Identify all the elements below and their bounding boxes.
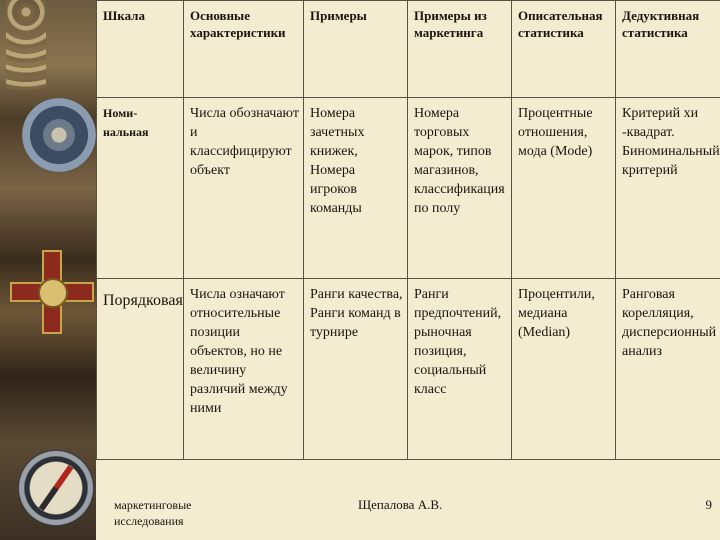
table-cell: Числа означают относительные позиции объектов, но не величину различий между ними [184, 279, 304, 460]
table-cell: Номера зачетных книжек, Номера игроков команды [304, 98, 408, 279]
header-cell: Примеры из маркетинга [408, 1, 512, 98]
table-cell: Номера торговых марок, типов магазинов, классификация по полу [408, 98, 512, 279]
footer-page-number: 9 [705, 497, 712, 512]
table-cell: Процентные отношения, мода (Mode) [512, 98, 616, 279]
table-cell: Ранги качества, Ранги команд в турнире [304, 279, 408, 460]
footer-author: Щепалова А.В. [358, 497, 443, 512]
table-cell: Процентили, медиана (Median) [512, 279, 616, 460]
header-cell: Дедуктивная статистика [616, 1, 720, 98]
rosette-medal [22, 98, 96, 172]
scale-name-cell: Порядковая [97, 279, 184, 460]
footer-course-title: маркетинговые исследования [114, 498, 192, 528]
cross-medal [10, 250, 94, 334]
chain-decoration [6, 0, 46, 90]
scales-table [96, 0, 720, 463]
table-cell: Числа обозначают и классифицируют объект [184, 98, 304, 279]
table-row [97, 98, 720, 279]
table-cell: Критерий хи -квадрат. Биноминальный критерий [616, 98, 720, 279]
compass-icon [18, 450, 94, 526]
header-cell: Основные характеристики [184, 1, 304, 98]
slide-footer [96, 463, 720, 540]
table-cell: Ранги предпочтений, рыночная позиция, социальный класс [408, 279, 512, 460]
scale-name-cell: Номи-нальная [97, 98, 184, 279]
header-cell: Примеры [304, 1, 408, 98]
decorative-medals-image [0, 0, 96, 540]
header-cell: Шкала [97, 1, 184, 98]
table-cell: Ранговая корелляция, дисперсионный анализ [616, 279, 720, 460]
table-row [97, 279, 720, 460]
table-header-row [97, 1, 720, 98]
header-cell: Описательная статистика [512, 1, 616, 98]
